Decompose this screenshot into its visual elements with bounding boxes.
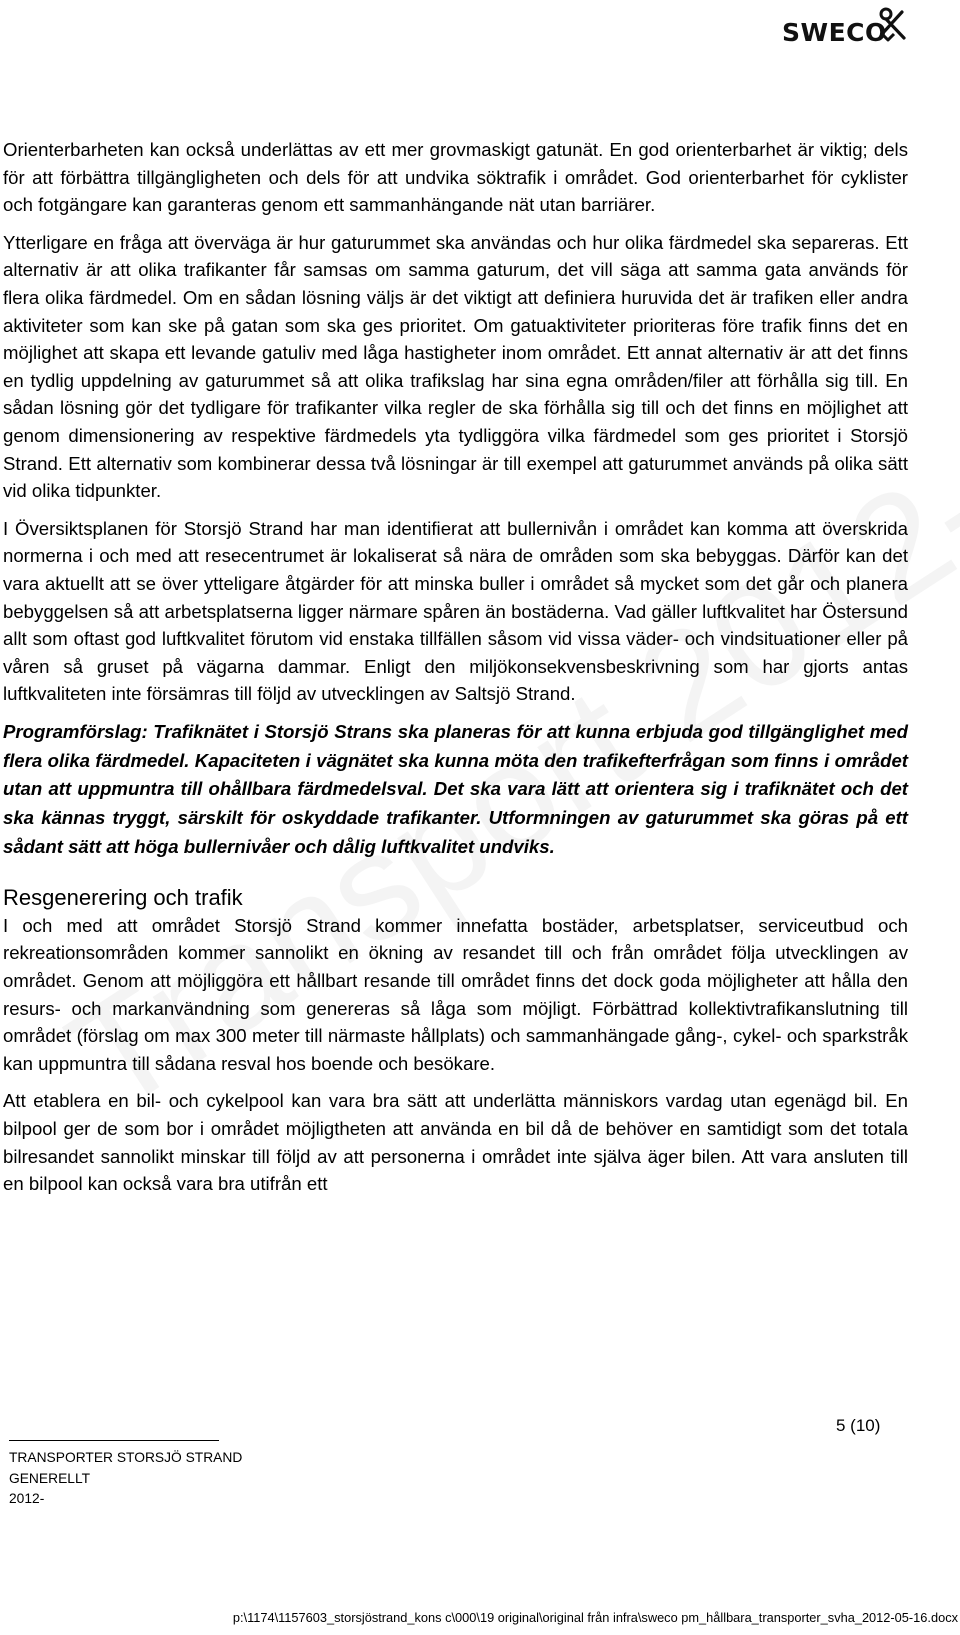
- footer-title: TRANSPORTER STORSJÖ STRAND: [9, 1450, 243, 1465]
- footer-rule: [9, 1440, 219, 1441]
- paragraph: Orienterbarheten kan också underlättas av ett mer grovmaskigt gatunät. En god orienterbarhet är viktig; dels för att förbättra tillgängligheten och dels för att undvika söktrafik i området. God orienterbarhet för cyklister och fotgängare kan garanteras genom ett sammanhängande nät utan barriärer.: [3, 139, 908, 216]
- paragraph: Ytterligare en fråga att överväga är hur gaturummet ska användas och hur olika färdmedel ska separeras. Ett alternativ är att olika trafikanter får samsas om samma gaturum, det vill säga att samma gata används för flera olika färdmedel. Om en sådan lösning väljs är det viktigt att definiera huruvida det är trafiken eller andra aktiviteter som kan ske på gatan som ska ges prioritet. Om gatuaktiviteter prioriteras före trafik finns det en möjlighet att skapa ett levande gatuliv med låga hastigheter inom området. Ett annat alternativ är att det finns en tydlig uppdelning av gaturummet så att olika trafikslag har sina egna områden/filer att förhålla sig till. En sådan lösning gör det tydligare för trafikanter vilka regler de ska förhålla sig till och det finns en möjlighet att genom dimensionering av respektive färdmedels yta tydliggöra vilka färdmedel som ges prioritet i Storsjö Strand. Ett alternativ som kombinerar dessa två lösningar är till exempel att gaturummet används på olika sätt vid olika tidpunkter.: [3, 231, 908, 502]
- footer-date: 2012-: [9, 1491, 45, 1506]
- paragraph: I Översiktsplanen för Storsjö Strand har man identifierat att bullernivån i området kan komma att överskrida normerna i och med att resecentrumet är lokaliserat så nära de områden som ska bebyggas. Därför kan det vara aktuellt att se över ytteligare åtgärder för att minska buller i området så mycket som det går och planera bebyggelsen så att arbetsplatserna ligger närmare spåren än bostäderna. Vad gäller luftkvalitet har Östersund allt som oftast god luftkvalitet förutom vid enstaka tillfällen såsom vid vissa väder- och vindsituationer eller på våren så gruset på vägarna dammar. Enligt den miljökonsekvensbeskrivning som har gjorts antas luftkvaliteten inte försämras till följd av utvecklingen av Saltsjö Strand.: [3, 517, 908, 705]
- file-path: p:\1174\1157603_storsjöstrand_kons c\000\19 original\original från infra\sweco pm_hållbara_transporter_svha_2012-05-16.docx: [232, 1610, 958, 1625]
- footer-subtitle: GENERELLT: [9, 1470, 91, 1486]
- sweco-logo: [776, 4, 936, 48]
- page-number: 5 (10): [836, 1416, 881, 1435]
- sweco-symbol-icon: [874, 4, 910, 44]
- paragraph: I och med att området Storsjö Strand kommer innefatta bostäder, arbetsplatser, serviceutbud och rekreationsområden kommer sannolikt en ökning av resandet till och från området följa utvecklingen av området. Genom att möjliggöra ett hållbart resande till området finns det dock goda möjligheter att hålla den resurs- och markanvändning som genereras så låga som möjligt. Förbättrad kollektivtrafikanslutning till området (förslag om max 300 meter till närmaste hållplats) och sammanhängade gång-, cykel- och sparkstråk kan uppmuntra till sådana resval hos boende och besökare.: [3, 914, 908, 1074]
- logo-text: SWECO: [782, 18, 887, 47]
- program-proposal: Programförslag: Trafiknätet i Storsjö Strans ska planeras för att kunna erbjuda god tillgänglighet med flera olika färdmedel. Kapaciteten i vägnätet ska kunna möta den trafikefterfrågan som finns i området utan att uppmuntra till ohållbara färdmedelsval. Det ska vara lätt att orientera sig i trafiknätet och det ska kännas tryggt, särskilt för oskyddade trafikanter. Utformningen av gaturummet ska göras på ett sådant sätt att höga bullernivåer och dålig luftkvalitet undviks.: [3, 720, 908, 858]
- footer: [9, 1440, 242, 1510]
- document-body: [3, 136, 908, 1198]
- section-heading: Resgenerering och trafik: [3, 884, 243, 910]
- paragraph: Att etablera en bil- och cykelpool kan vara bra sätt att underlätta människors vardag utan egenägd bil. En bilpool ger de som bor i området möjligtheten att använda en bil då de behöver en samtidigt som det totala bilresandet sannolikt minskar till följd av att personerna i området inte själva äger bilen. Att vara ansluten till en bilpool kan också vara bra utifrån ett: [3, 1090, 908, 1195]
